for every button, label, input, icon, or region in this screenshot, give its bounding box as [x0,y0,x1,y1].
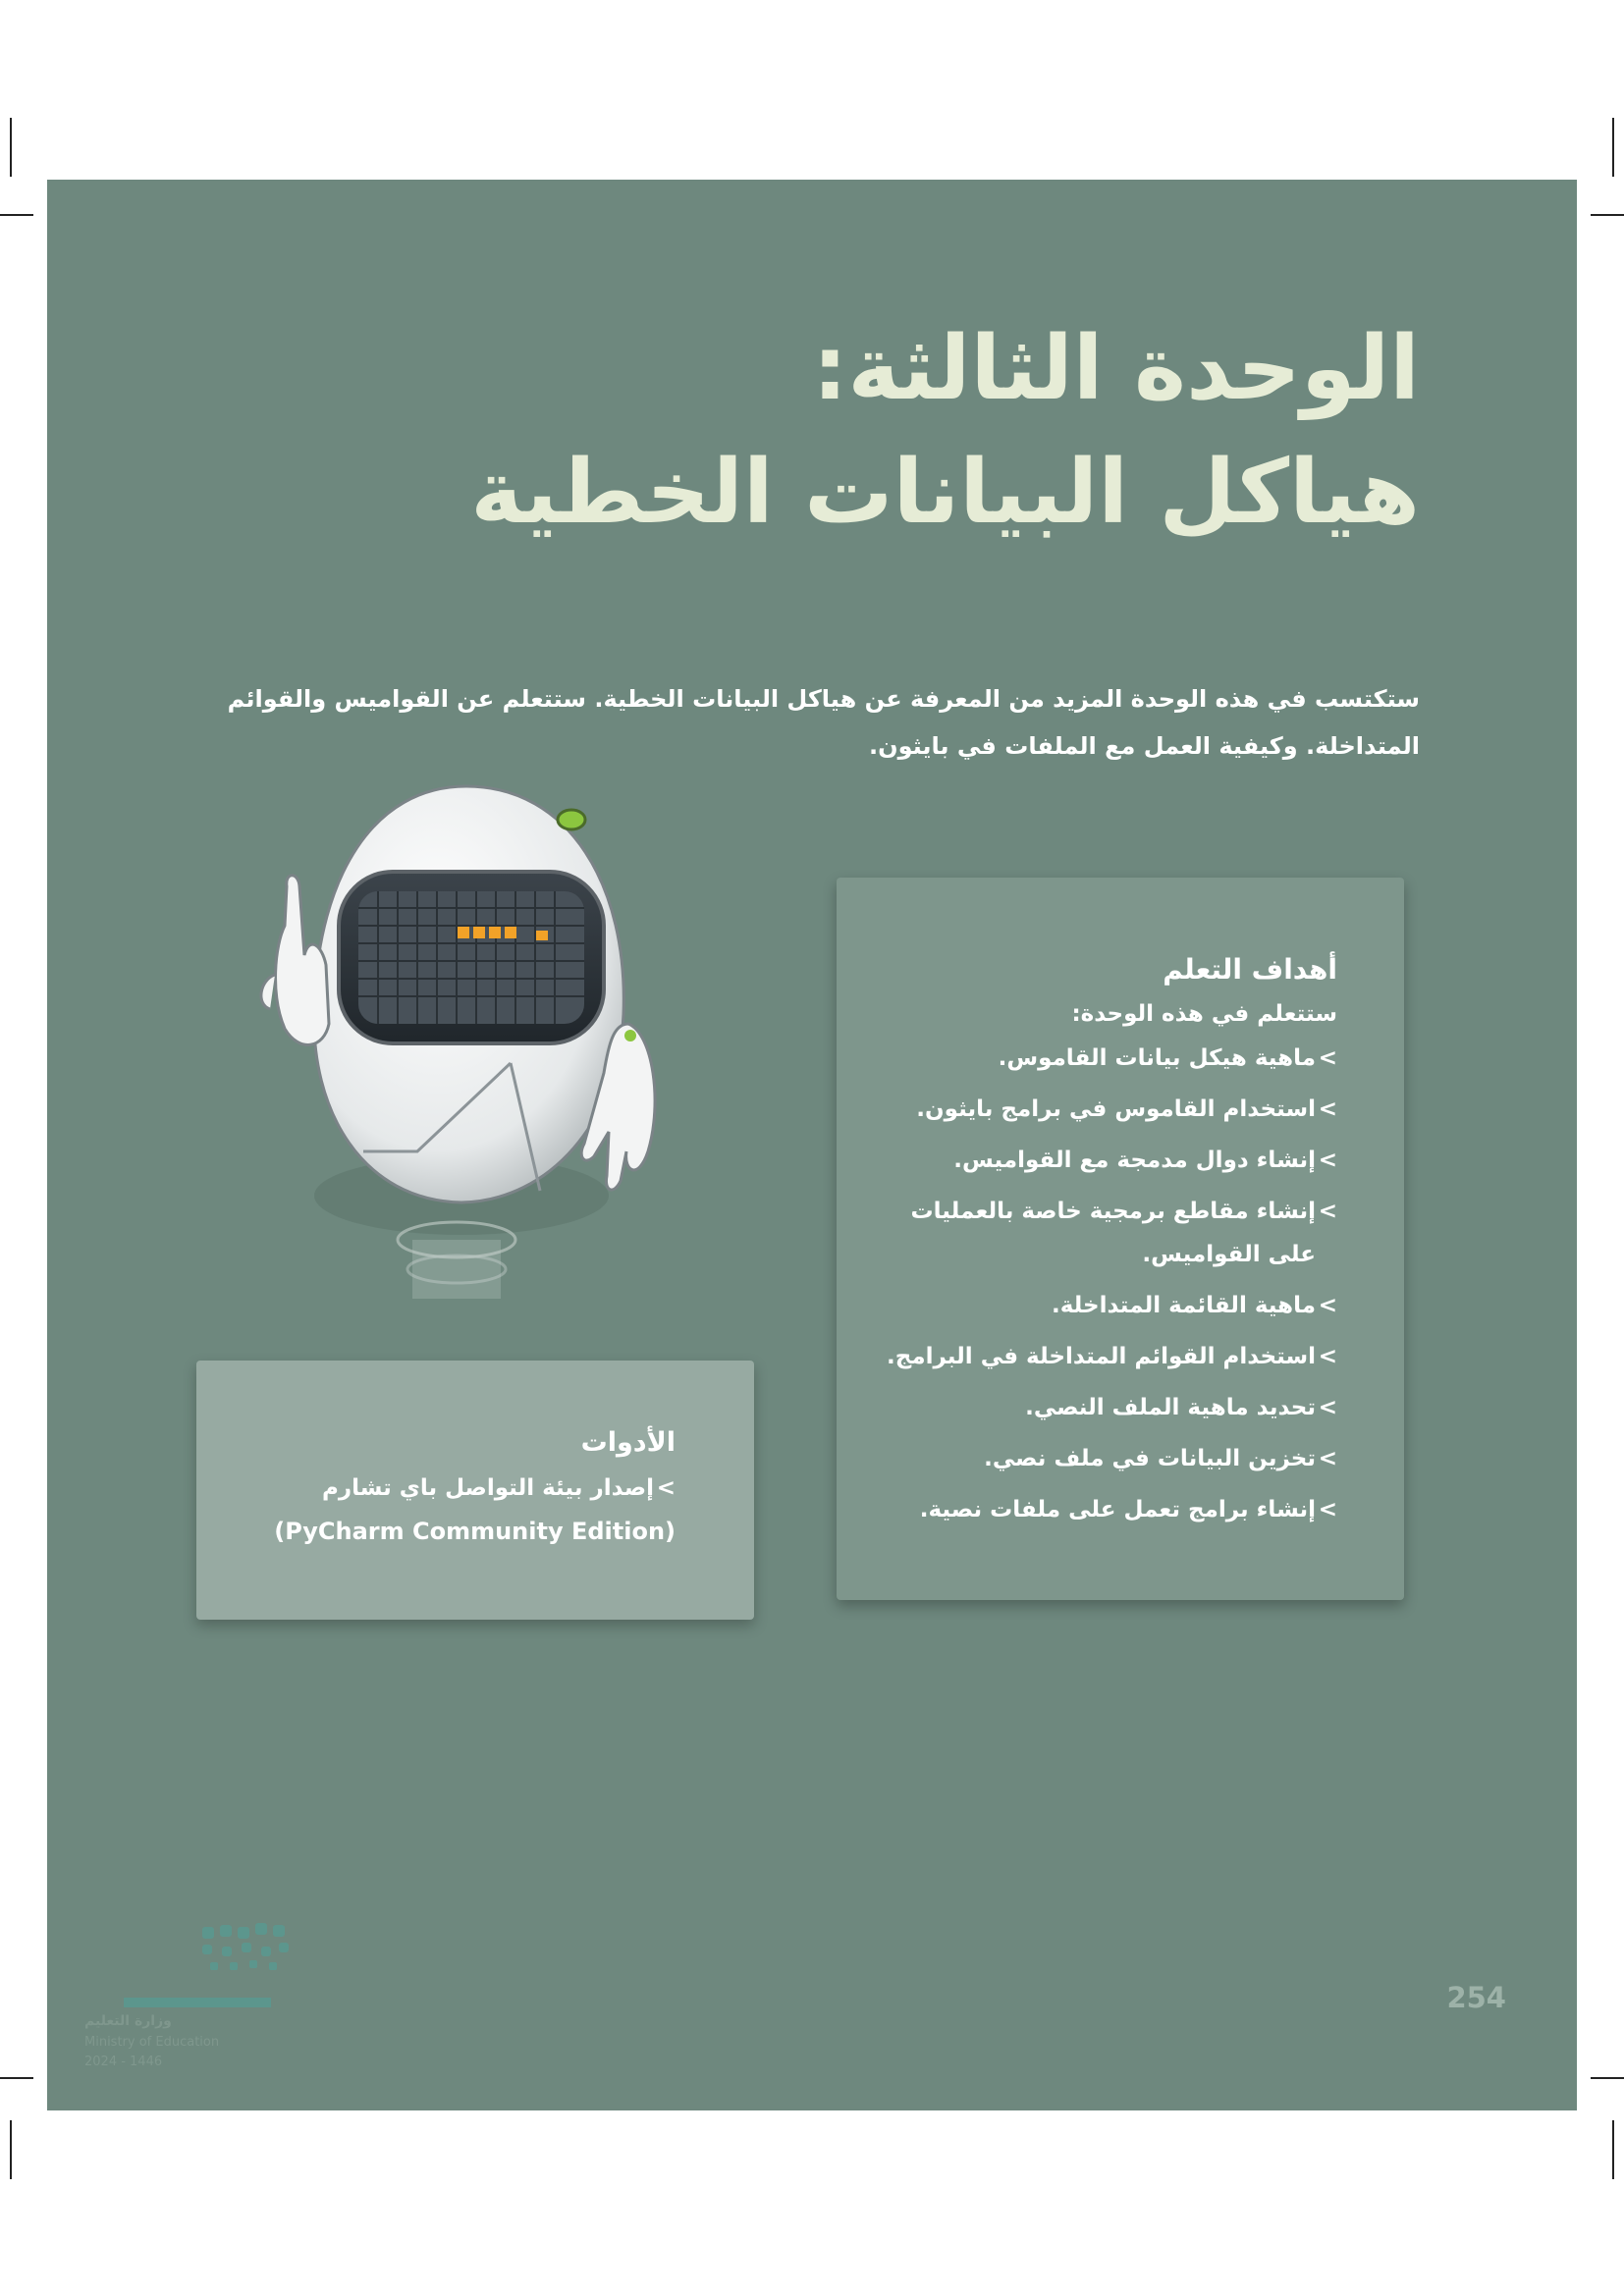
tools-item [244,1467,676,1510]
list-marker: > [1318,1446,1337,1471]
list-item [886,1190,1337,1276]
crop-mark [1591,2077,1624,2079]
list-item-text: إنشاء برامج تعمل على ملفات نصية. [919,1497,1316,1522]
robot-illustration [216,778,727,1407]
unit-title [242,307,1420,555]
crop-mark [10,118,12,177]
list-item-text: استخدام القوائم المتداخلة في البرامج. [887,1344,1316,1369]
unit-title-line2: هياكل البيانات الخطية [470,441,1420,544]
list-marker: > [1318,1344,1337,1369]
ministry-name-arabic: وزارة التعليم [84,2013,172,2029]
list-item-text: ماهية هيكل بيانات القاموس. [998,1045,1316,1071]
ministry-name-english: Ministry of Education [84,2035,220,2050]
list-item [886,1437,1337,1480]
list-item-text: استخدام القاموس في برامج بايثون. [916,1096,1316,1122]
tools-box [196,1361,754,1620]
list-item [886,1335,1337,1378]
learning-goals-list [886,1037,1337,1531]
tools-item-english: (PyCharm Community Edition) [274,1518,676,1545]
crop-mark [10,2120,12,2179]
learning-goals-box [837,878,1404,1600]
tools-item-text: إصدار بيئة التواصل باي تشارم [321,1475,654,1501]
list-item-text: إنشاء مقاطع برمجية خاصة بالعمليات على القواميس. [910,1199,1316,1267]
crop-mark [0,214,33,216]
list-item-text: إنشاء دوال مدمجة مع القواميس. [953,1148,1316,1173]
learning-goals-title: أهداف التعلم [1163,953,1337,986]
crop-mark [1612,118,1614,177]
list-item-text: تحديد ماهية الملف النصي. [1025,1395,1316,1420]
learning-goals-subtitle: ستتعلم في هذه الوحدة: [1071,1001,1337,1027]
list-item [886,1284,1337,1327]
page-number: 254 [1446,1981,1506,2014]
tools-title: الأدوات [580,1427,676,1458]
crop-mark [1591,214,1624,216]
unit-intro: ستكتسب في هذه الوحدة المزيد من المعرفة عن هياكل البيانات الخطية. ستتعلم عن القواميس والقوائم المتداخلة. وكيفية العمل مع الملفات في بايثون. [227,685,1420,760]
list-marker: > [1318,1096,1337,1122]
ministry-year: 2024 - 1446 [84,2055,163,2069]
list-item-text: تخزين البيانات في ملف نصي. [984,1446,1316,1471]
unit-cover-page [47,180,1577,2110]
unit-title-line1: الوحدة الثالثة: [812,317,1420,420]
list-marker: > [1318,1395,1337,1420]
list-marker: > [1318,1497,1337,1522]
crop-mark [0,2077,33,2079]
list-item [886,1488,1337,1531]
crop-mark [1612,2120,1614,2179]
list-marker: > [656,1475,676,1501]
list-marker: > [1318,1199,1337,1224]
list-marker: > [1318,1293,1337,1318]
list-item-text: ماهية القائمة المتداخلة. [1051,1293,1316,1318]
list-item [886,1037,1337,1080]
list-marker: > [1318,1045,1337,1071]
list-item [886,1386,1337,1429]
list-marker: > [1318,1148,1337,1173]
list-item [886,1088,1337,1131]
list-item [886,1139,1337,1182]
